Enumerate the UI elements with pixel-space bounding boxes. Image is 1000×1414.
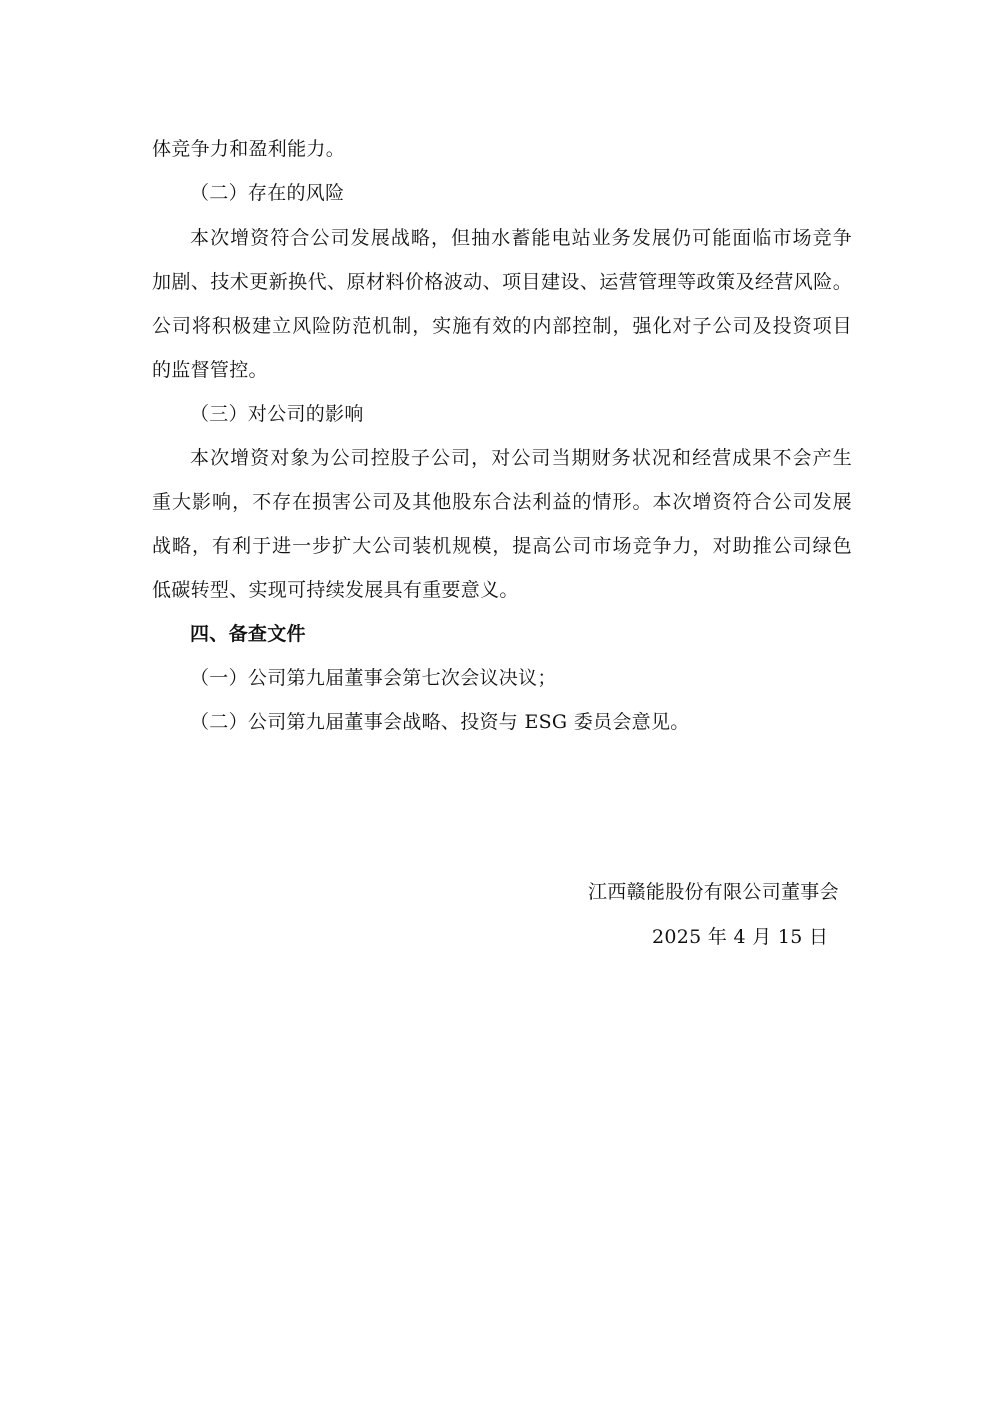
paragraph-continuation: 体竞争力和盈利能力。 [152, 138, 346, 160]
signature-company: 江西赣能股份有限公司董事会 [588, 881, 839, 903]
impact-heading: （三）对公司的影响 [190, 403, 364, 425]
impact-paragraph-line: 本次增资对象为公司控股子公司，对公司当期财务状况和经营成果不会产生 [190, 447, 852, 469]
risk-heading: （二）存在的风险 [190, 182, 345, 204]
risk-paragraph-line: 公司将积极建立风险防范机制，实施有效的内部控制，强化对子公司及投资项目 [152, 315, 852, 337]
risk-paragraph-line: 的监督管控。 [152, 359, 268, 381]
risk-paragraph-line: 本次增资符合公司发展战略，但抽水蓄能电站业务发展仍可能面临市场竞争 [190, 227, 852, 249]
reference-item: （二）公司第九届董事会战略、投资与 ESG 委员会意见。 [190, 711, 690, 733]
impact-paragraph-line: 战略，有利于进一步扩大公司装机规模，提高公司市场竞争力，对助推公司绿色 [152, 535, 852, 557]
reference-item: （一）公司第九届董事会第七次会议决议； [190, 667, 557, 689]
impact-paragraph-line: 低碳转型、实现可持续发展具有重要意义。 [152, 579, 519, 601]
impact-paragraph-line: 重大影响，不存在损害公司及其他股东合法利益的情形。本次增资符合公司发展 [152, 491, 852, 513]
section-four-heading: 四、备查文件 [190, 623, 306, 645]
risk-paragraph-line: 加剧、技术更新换代、原材料价格波动、项目建设、运营管理等政策及经营风险。 [152, 271, 852, 293]
signature-date: 2025 年 4 月 15 日 [652, 926, 829, 948]
